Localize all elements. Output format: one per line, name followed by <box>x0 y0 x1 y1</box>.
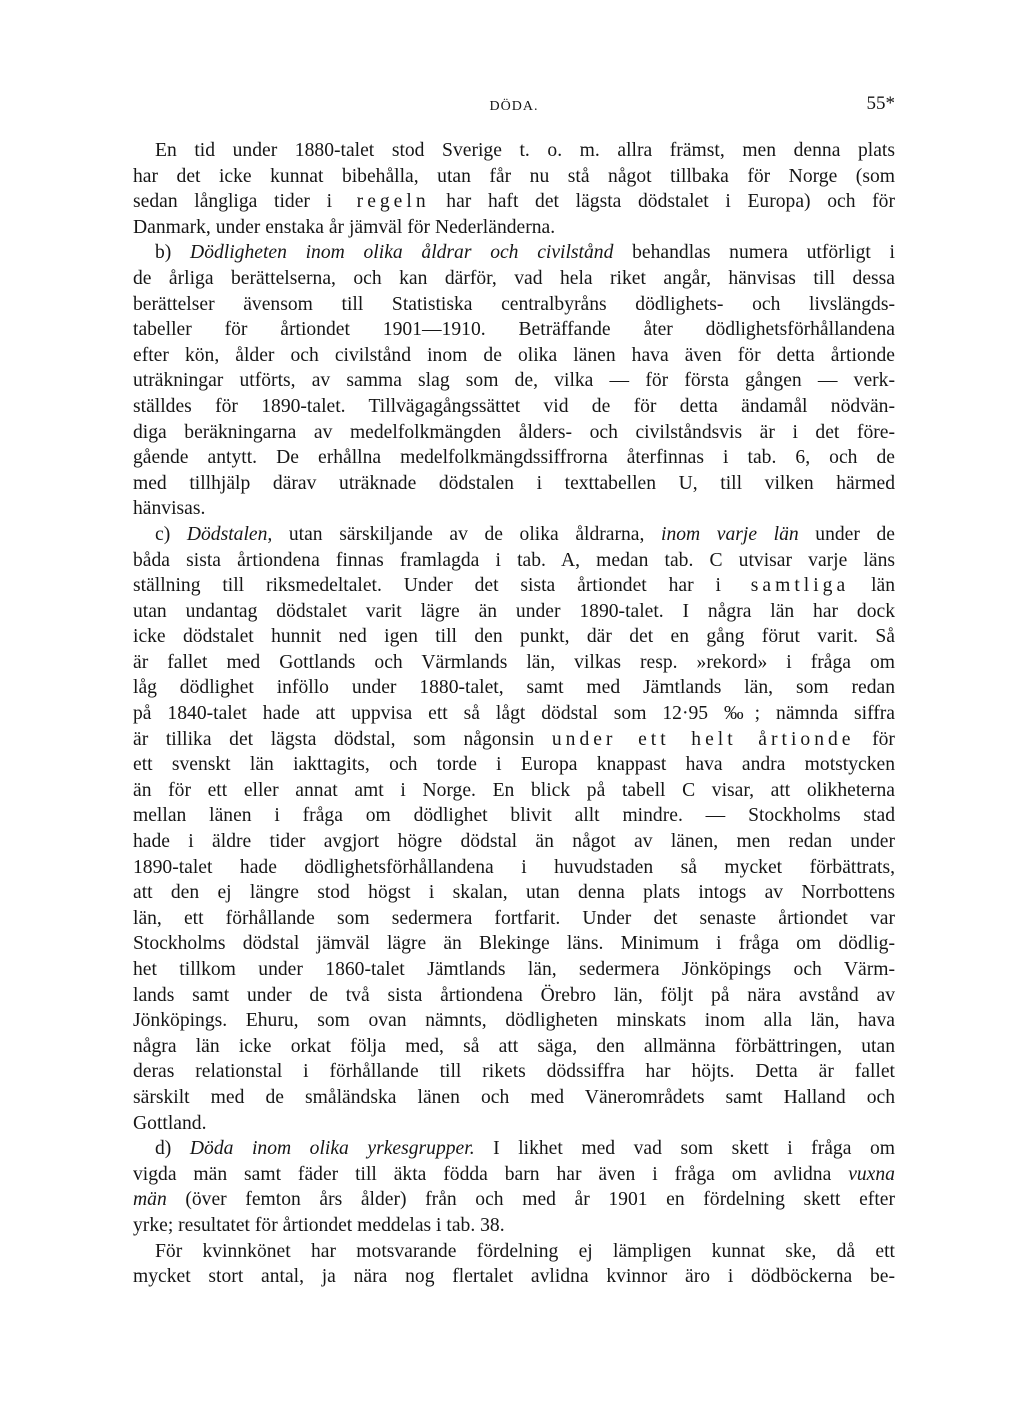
text-line: på 1840-talet hade att uppvisa ett så lågt dödstal som 12·95 ‰; nämnda siffra <box>133 703 895 725</box>
text-line: Stockholms dödstal jämväl lägre än Blekinge läns. Minimum i fråga om dödlig- <box>133 933 895 955</box>
text-line: några län icke orkat följa med, så att säga, den allmänna förbättringen, utan <box>133 1035 895 1057</box>
text-line: mycket stort antal, ja nära nog flertalet avlidna kvinnor äro i dödböckerna be- <box>133 1266 895 1288</box>
text-line: särskilt med de småländska länen och med Vänerområdets samt Halland och <box>133 1086 895 1108</box>
text-segment: utan särskiljande av de olika åldrarna, <box>288 523 645 545</box>
text-segment: (över femton års ålder) från och med år 1901 en fördelning skett efter <box>185 1189 895 1211</box>
text-line: låg dödlighet inföllo under 1880-talet, samt med Jämtlands län, som redan <box>133 677 895 699</box>
text-segment: under de <box>815 523 895 545</box>
text-segment: ställning till riksmedeltalet. Under det sista årtiondet har <box>133 575 694 597</box>
section-heading: Dödstalen, <box>186 523 273 545</box>
text-line: Danmark, under enstaka år jämväl för Nederländerna. <box>133 216 556 238</box>
section-marker: b) <box>155 242 172 264</box>
text-line: ett svenskt län iakttagits, och torde i Europa knappast hava andra motstycken <box>133 754 895 776</box>
emphasized-text: i regeln <box>326 191 430 213</box>
text-line: tabeller för årtiondet 1901—1910. Beträffande åter dödlighetsförhållandena <box>133 319 895 341</box>
body-text <box>133 138 895 1290</box>
text-line: ställdes för 1890-talet. Tillvägagångssättet vid de för detta ändamål nödvän- <box>133 395 895 417</box>
text-line: än för ett eller annat amt i Norge. En blick på tabell C visar, att olikheterna <box>133 779 895 801</box>
text-line: mellan länen i fråga om dödlighet blivit allt mindre. — Stockholms stad <box>133 805 895 827</box>
text-line: gående antytt. De erhållna medelfolkmängdssiffrorna återfinnas i tab. 6, och de <box>133 447 895 469</box>
text-segment: I likhet med vad som skett i fråga om <box>493 1138 895 1160</box>
text-line: uträkningar utförts, av samma slag som de, vilka — för första gången — verk- <box>133 370 895 392</box>
section-marker: d) <box>155 1138 172 1160</box>
text-line <box>133 240 895 266</box>
text-line: icke dödstalet hunnit ned igen till den punkt, där det en gång förut varit. Så <box>133 626 895 648</box>
text-line: berättelser ävensom till Statistiska centralbyråns dödlighets- och livslängds- <box>133 293 895 315</box>
text-line <box>133 189 895 215</box>
text-line: För kvinnkönet har motsvarande fördelning ej lämpligen kunnat ske, då ett <box>155 1240 895 1262</box>
text-line: med tillhjälp därav uträknade dödstalen i texttabellen U, till vilken härmed <box>133 472 895 494</box>
text-line: de årliga berättelserna, och kan därför, vad hela riket angår, hänvisas till dessa <box>133 267 895 289</box>
page-number: 55* <box>866 93 895 114</box>
text-segment: vigda män samt fäder till äkta födda barn har även i fråga om avlidna <box>133 1163 832 1185</box>
text-line: hade i äldre tider avgjort högre dödstal än något av länen, men redan under <box>133 831 895 853</box>
text-line: är fallet med Gottlands och Värmlands län, vilkas resp. »rekord» i fråga om <box>133 651 895 673</box>
section-heading: Döda inom olika yrkesgrupper. <box>189 1138 475 1160</box>
text-line: län, ett förhållande som sedermera fortfarit. Under det senaste årtiondet var <box>133 907 895 929</box>
text-line: En tid under 1880-talet stod Sverige t. o. m. allra främst, men denna plats <box>155 140 895 161</box>
emphasized-text: inom varje län <box>661 523 799 545</box>
text-line: Gottland. <box>133 1112 207 1134</box>
text-line: båda sista årtiondena finnas framlagda i tab. A, medan tab. C utvisar varje läns <box>133 549 895 571</box>
text-line <box>133 573 895 599</box>
text-line: efter kön, ålder och civilstånd inom de olika länen hava även för detta årtionde <box>133 344 895 366</box>
text-line: het tillkom under 1860-talet Jämtlands län, sedermera Jönköpings och Värm- <box>133 959 895 980</box>
text-line: 1890-talet hade dödlighetsförhållandena i huvudstaden så mycket förbättrats, <box>133 856 895 878</box>
text-line: deras relationstal i förhållande till rikets dödssiffra har höjts. Detta är fallet <box>133 1061 895 1083</box>
text-line: lands samt under de två sista årtiondena Örebro län, följt på nära avstånd av <box>133 984 895 1006</box>
section-marker: c) <box>155 523 171 545</box>
text-line <box>133 1136 895 1162</box>
text-line <box>133 727 895 753</box>
text-line: yrke; resultatet för årtiondet meddelas i tab. 38. <box>133 1214 505 1236</box>
text-segment: är tillika det lägsta dödstal, som någonsin <box>133 728 535 750</box>
text-line <box>133 522 895 548</box>
text-line: har det icke kunnat bibehålla, utan får nu stå något tillbaka för Norge (som <box>133 165 895 187</box>
text-line: att den ej längre stod högst i skalan, utan denna plats intogs av Norrbottens <box>133 882 895 904</box>
text-segment: behandlas numera utförligt i <box>632 242 895 264</box>
emphasized-text: vuxna <box>848 1163 895 1185</box>
emphasized-text: under ett helt årtionde <box>551 728 855 750</box>
text-segment: län <box>871 575 895 597</box>
emphasized-text: i samtliga <box>715 575 850 597</box>
text-line <box>133 1162 895 1188</box>
section-heading: Dödligheten inom olika åldrar och civilstånd <box>190 242 614 264</box>
page-header <box>133 93 895 117</box>
text-line: Jönköpings. Ehuru, som ovan nämnts, dödligheten minskats inom alla län, hava <box>133 1010 895 1032</box>
text-line: diga beräkningarna av medelfolkmängden ålders- och civilståndsvis är i det före- <box>133 421 895 443</box>
text-segment: har haft det lägsta dödstalet i Europa) och för <box>446 191 895 213</box>
running-head: DÖDA. <box>489 99 539 114</box>
text-segment: sedan långliga tider <box>133 191 310 213</box>
emphasized-text: män <box>133 1189 167 1211</box>
text-line: utan undantag dödstalet varit lägre än under 1890-talet. I några län har dock <box>133 600 895 622</box>
text-line: hänvisas. <box>133 498 206 520</box>
text-segment: för <box>872 728 895 750</box>
text-line <box>133 1187 895 1213</box>
